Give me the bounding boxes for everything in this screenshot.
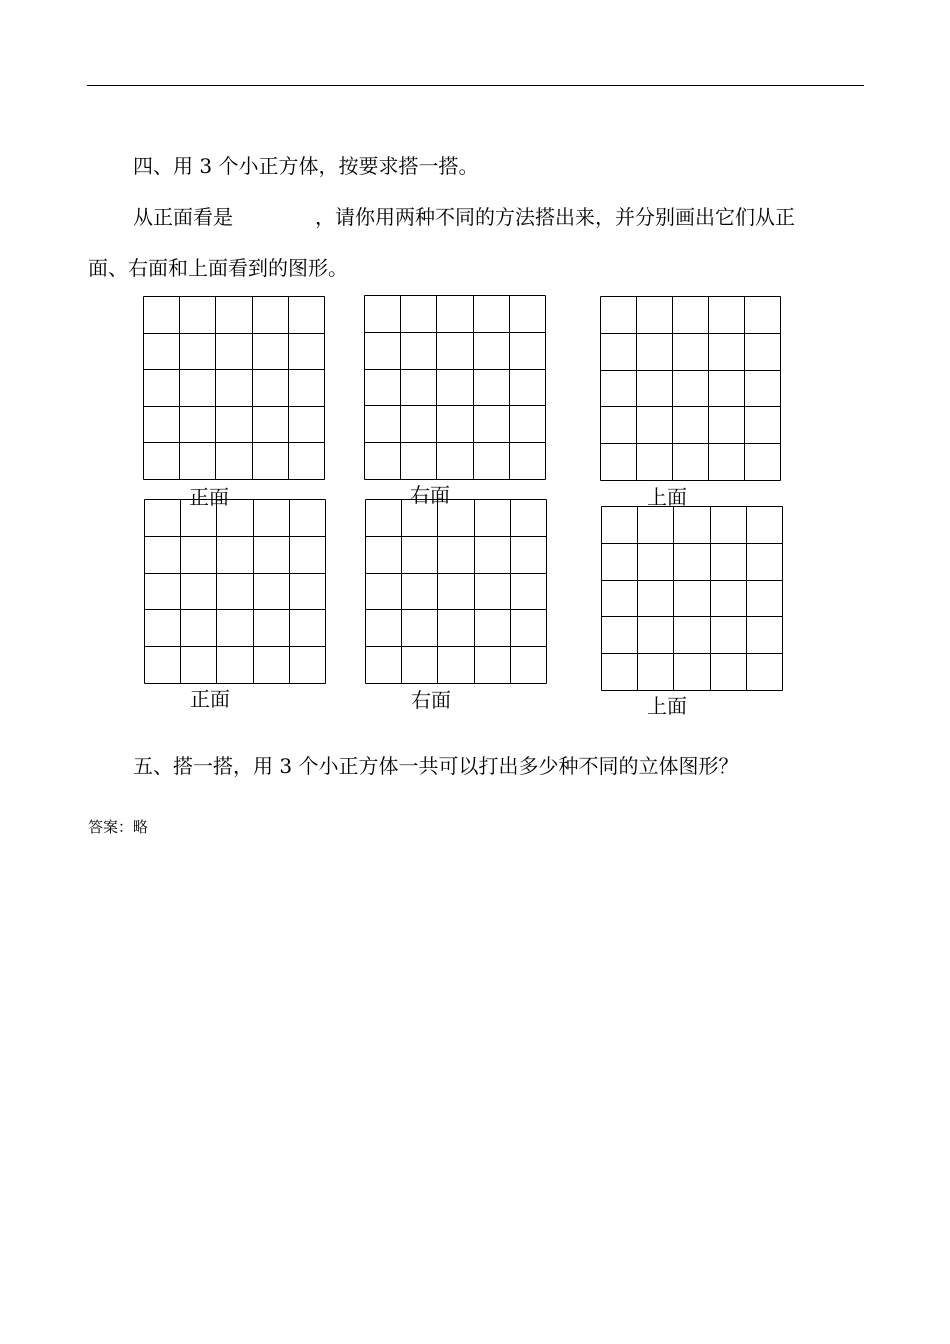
grid-top-1 — [600, 296, 781, 481]
grid-front-1 — [143, 296, 325, 480]
label-front-2: 正面 — [190, 687, 230, 711]
grid-top-2 — [601, 506, 783, 691]
answer-text: 答案：略 — [88, 818, 149, 836]
question-4-title: 四、用 3 个小正方体，按要求搭一搭。 — [133, 154, 479, 178]
question-4-line-1 — [133, 205, 795, 229]
label-top-1: 上面 — [647, 485, 687, 509]
label-front-1: 正面 — [189, 485, 229, 509]
grid-front-2 — [144, 499, 326, 684]
label-right-1: 右面 — [410, 483, 450, 507]
label-right-2: 右面 — [411, 688, 451, 712]
grid-right-1 — [364, 295, 546, 480]
question-4-line-1-start: 从正面看是 — [133, 205, 233, 229]
grid-right-2 — [365, 499, 547, 684]
header-rule — [87, 85, 864, 86]
question-4-line-2: 面、右面和上面看到的图形。 — [88, 256, 348, 280]
question-4-line-1-end: ，请你用两种不同的方法搭出来，并分别画出它们从正 — [315, 205, 795, 229]
question-5-title: 五、搭一搭，用 3 个小正方体一共可以打出多少种不同的立体图形？ — [133, 754, 739, 778]
label-top-2: 上面 — [647, 694, 687, 718]
